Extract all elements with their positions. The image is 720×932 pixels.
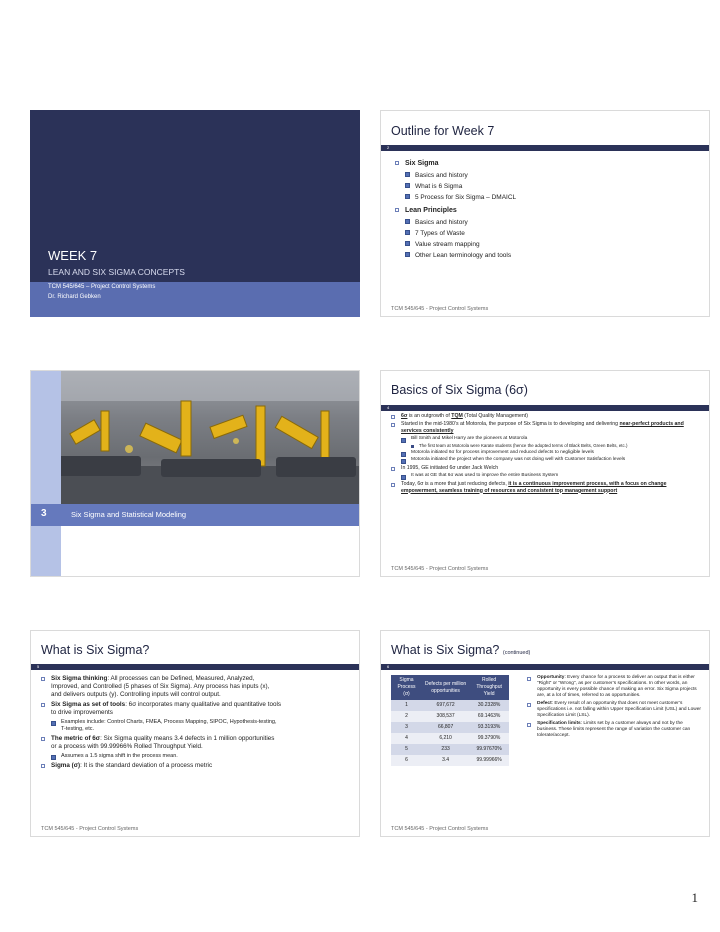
- bullet: [391, 465, 703, 479]
- bullet-emphasis: 6σ: [401, 413, 408, 419]
- slide-5-title: What is Six Sigma?: [41, 643, 150, 657]
- sub-bullet-text: Bill Smith and Mikel Harry are the pioneers at Motorola: [411, 436, 528, 442]
- bullet-text: (Total Quality Management): [462, 413, 528, 419]
- author-name: Dr. Richard Gebken: [48, 294, 101, 300]
- bullet-term: Six Sigma as set of tools: [51, 701, 126, 708]
- bullet-text: Started in the mid-1980’s at Motorola, the purpose of Six Sigma is to developing and delivering: [401, 421, 620, 428]
- section-number: 3: [41, 508, 47, 519]
- slide-number: 4: [387, 405, 390, 410]
- table-row: [391, 722, 509, 733]
- bullet-text: : Six Sigma quality means 3.4 defects in 1 million opportunities or a process with 99.99966% Rolled Throughput Yield.: [51, 735, 275, 750]
- slide-footer: TCM 545/645 - Project Control Systems: [41, 826, 139, 832]
- bullet-text: Today, 6σ is a more that just reducing defects,: [401, 481, 509, 488]
- slide-6-title-suffix: (continued): [502, 650, 531, 656]
- bullet: [41, 735, 281, 760]
- table-cell: 99.99966%: [469, 755, 509, 766]
- outline-subitem: 5 Process for Six Sigma – DMAICL: [405, 192, 695, 203]
- slide-number-bar: [381, 405, 709, 411]
- slide-5-body: [41, 675, 281, 770]
- sub-bullet: Examples include: Control Charts, FMEA, Process Mapping, SIPOC, Hypothesis-testing, T-testing, etc.: [51, 719, 281, 733]
- table-cell: 233: [422, 744, 469, 755]
- table-cell: 99.3790%: [469, 733, 509, 744]
- table-cell: 4: [391, 733, 422, 744]
- note-text: : Every result of an opportunity that does not meet customer’s specifications i.e. not falling within Upper Specification Limit (USL) and Lower Specification Limit (LSL).: [537, 701, 701, 718]
- slide-footer: TCM 545/645 - Project Control Systems: [391, 306, 489, 312]
- table-cell: 308,537: [422, 711, 469, 722]
- outline-item: [395, 206, 695, 261]
- slide-1-title: [30, 110, 360, 317]
- table-cell: 93.3193%: [469, 722, 509, 733]
- table-row: [391, 744, 509, 755]
- table-row: [391, 711, 509, 722]
- bullet-text: is an outgrowth of: [407, 413, 452, 419]
- table-cell: 6,210: [422, 733, 469, 744]
- table-cell: 30.2328%: [469, 700, 509, 711]
- outline-item: [395, 159, 695, 203]
- table-cell: 99.97670%: [469, 744, 509, 755]
- slide-1-subheading: LEAN AND SIX SIGMA CONCEPTS: [48, 267, 185, 277]
- outline-subitem: What is 6 Sigma: [405, 181, 695, 192]
- outline-subitem: Value stream mapping: [405, 239, 695, 250]
- bullet-emphasis: TQM: [451, 413, 463, 419]
- robot-photo: [31, 371, 360, 504]
- outline-subitem: Basics and history: [405, 217, 695, 228]
- slide-number: 6: [387, 664, 390, 669]
- sub-bullet: Assumes a 1.5 sigma shift in the process mean.: [51, 753, 281, 760]
- slide-number-bar: [381, 664, 709, 670]
- table-cell: 3: [391, 722, 422, 733]
- outline-label: Six Sigma: [405, 160, 439, 167]
- table-cell: 1: [391, 700, 422, 711]
- outline-subitem: Other Lean terminology and tools: [405, 250, 695, 261]
- slide-number-bar: [381, 145, 709, 151]
- bullet-text: : All processes can be Defined, Measured, Analyzed, Improved, and Controlled (5 phases of Six Sigma). Any process has inputs (x), and delivers outputs (y). Controlling inputs will control output.: [51, 675, 270, 698]
- note: [527, 701, 703, 719]
- bullet: [41, 675, 281, 699]
- table-header-row: [391, 675, 509, 700]
- slide-number: 2: [387, 145, 390, 150]
- slide-2-body: [395, 159, 695, 261]
- sub-bullet: It was at GE that 6σ was used to improve the entire Business System: [401, 473, 703, 479]
- table-row: [391, 700, 509, 711]
- bullet-term: Six Sigma thinking: [51, 675, 108, 682]
- bullet-emphasis: it is a continuous improvement process, with a focus on change empowerment, seamless training of resources and consistent top management support: [401, 481, 667, 494]
- bullet: [391, 421, 703, 462]
- column-header: Rolled Throughput Yield: [469, 675, 509, 700]
- slide-1-info-bar: [30, 282, 360, 317]
- slide-4-basics: [380, 370, 710, 577]
- column-header: Defects per million opportunities: [422, 675, 469, 700]
- table-cell: 2: [391, 711, 422, 722]
- note-term: Specification limits: [537, 721, 581, 726]
- table-row: [391, 733, 509, 744]
- bullet: [391, 413, 703, 419]
- slide-6-title: [391, 643, 530, 657]
- slide-1-heading: WEEK 7: [48, 248, 98, 263]
- column-header: Sigma Process (σ): [391, 675, 422, 700]
- table-cell: 6: [391, 755, 422, 766]
- sigma-table: [391, 675, 509, 766]
- bullet-text: : 6σ incorporates many qualitative and quantitative tools to drive improvements: [51, 701, 281, 716]
- note: [527, 675, 703, 699]
- table-cell: 3.4: [422, 755, 469, 766]
- bullet-text: : It is the standard deviation of a process metric: [80, 762, 213, 769]
- slide-footer: TCM 545/645 - Project Control Systems: [391, 826, 489, 832]
- outline-subitem: 7 Types of Waste: [405, 228, 695, 239]
- slide-2-title: Outline for Week 7: [391, 124, 495, 138]
- slide-number: 5: [37, 664, 40, 669]
- bullet-term: The metric of 6σ: [51, 735, 101, 742]
- sub-sub-bullet: The first team at Motorola were Karate students (hence the adopted terms of Black Belts, Green Belts, etc.): [411, 443, 703, 449]
- slide-5-what-is: [30, 630, 360, 837]
- note-text: : Limits set by a customer always and not by the business. These limits represent the range of variation the customer can tolerate/accept.: [537, 721, 691, 738]
- note-term: Defect: [537, 701, 552, 706]
- bullet: [391, 481, 703, 494]
- slide-4-title: Basics of Six Sigma (6σ): [391, 383, 528, 397]
- section-title: Six Sigma and Statistical Modeling: [71, 510, 187, 519]
- slide-footer: TCM 545/645 - Project Control Systems: [391, 566, 489, 572]
- slide-4-body: [391, 413, 703, 494]
- bullet-text: In 1995, GE initiated 6σ under Jack Welch: [401, 464, 499, 471]
- bullet: [41, 762, 281, 770]
- sub-bullet: Motorola initiated 6σ for process improvement and reduced defects to negligible levels: [401, 450, 703, 456]
- course-name: TCM 545/645 – Project Control Systems: [48, 284, 156, 290]
- robot-arms-image: [31, 371, 360, 504]
- note-term: Opportunity: [537, 675, 565, 680]
- slide-6-title-text: What is Six Sigma?: [391, 643, 500, 657]
- note: [527, 721, 703, 739]
- outline-subitem: Basics and history: [405, 170, 695, 181]
- table-row: [391, 755, 509, 766]
- note-text: : Every chance for a process to deliver an output that is either “Right” or “Wrong”, as per customer’s specifications. In other words, an opportunity is every possible chance of making an error. Six Sigma projects are, at a lot of times, referred to as opportunities.: [537, 675, 697, 698]
- slide-6-what-is-continued: [380, 630, 710, 837]
- section-bar: [31, 504, 359, 526]
- left-accent-stripe: [31, 371, 61, 577]
- slide-2-outline: [380, 110, 710, 317]
- table-cell: 697,672: [422, 700, 469, 711]
- sub-bullet: [401, 436, 703, 449]
- outline-label: Lean Principles: [405, 207, 457, 214]
- slide-number-bar: [31, 664, 359, 670]
- bullet: [41, 701, 281, 733]
- bullet-term: Sigma (σ): [51, 762, 81, 769]
- slide-3-section: [30, 370, 360, 577]
- slide-6-notes: [527, 675, 703, 739]
- bullet-emphasis: near-perfect products and services consistently: [401, 421, 684, 434]
- page-number: 1: [691, 890, 698, 905]
- sub-bullet: Motorola initiated the project when the company was not doing well with Customer Satisfaction levels: [401, 457, 703, 463]
- table-cell: 69.1463%: [469, 711, 509, 722]
- table-cell: 66,807: [422, 722, 469, 733]
- table-cell: 5: [391, 744, 422, 755]
